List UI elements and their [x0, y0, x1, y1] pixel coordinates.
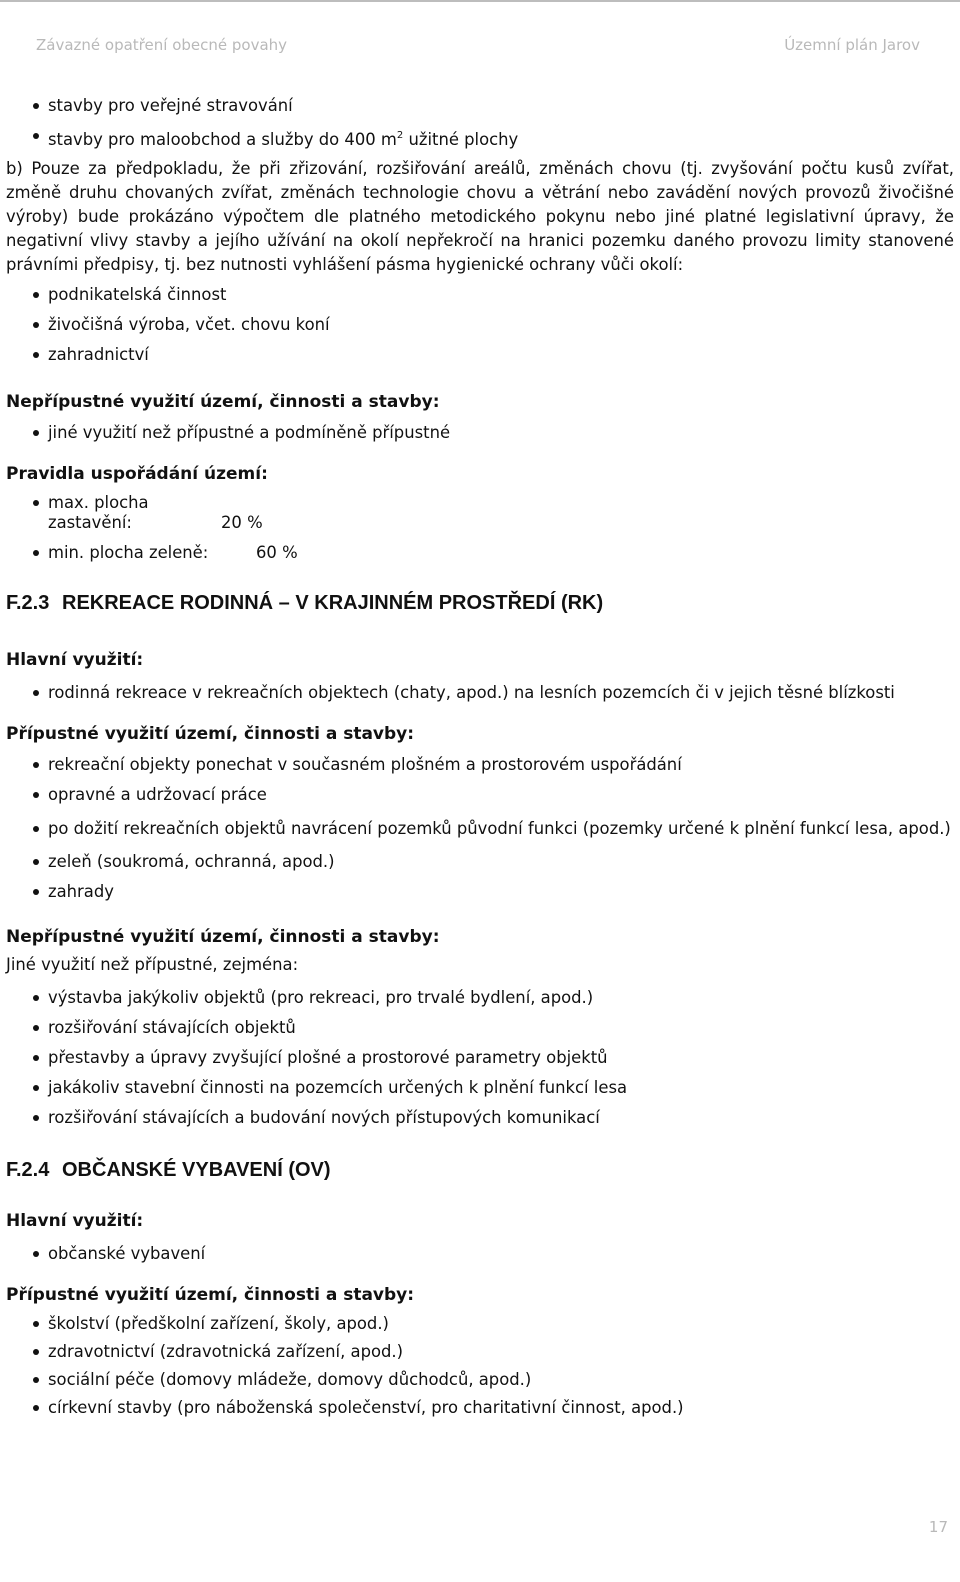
heading-pripustne: Přípustné využití území, činnosti a stavby:: [6, 1285, 415, 1305]
list-item: stavby pro maloobchod a služby do 400 $m^2$ užitné plochy: [6, 126, 954, 150]
list-item: občanské vybavení: [6, 1244, 954, 1264]
list-item-max-zastaveni: max. plocha zastavění: 20 %: [6, 493, 954, 533]
superscript: 2: [396, 130, 404, 141]
heading-hlavni: Hlavní využití:: [6, 650, 144, 670]
section-heading-ov: [6, 1158, 954, 1182]
list-item: jakákoliv stavební činnosti na pozemcích určených k plnění funkcí lesa: [6, 1078, 954, 1098]
section-title: OBČANSKÉ VYBAVENÍ (OV): [62, 1159, 331, 1181]
list-item: rekreační objekty ponechat v současném plošném a prostorovém uspořádání: [6, 755, 954, 775]
list-item: opravné a udržovací práce: [6, 785, 954, 805]
heading-nepripustne: Nepřípustné využití území, činnosti a stavby:: [6, 927, 440, 947]
page-header: [36, 36, 924, 58]
header-rule: [0, 0, 960, 2]
list-item: podnikatelská činnost: [6, 285, 954, 305]
heading-pripustne: Přípustné využití území, činnosti a stavby:: [6, 724, 415, 744]
list-item: rozšiřování stávajících a budování nových přístupových komunikací: [6, 1108, 954, 1128]
nepripustne-intro: Jiné využití než přípustné, zejména:: [6, 955, 299, 974]
list-item: zahrady: [6, 882, 954, 902]
list-item: živočišná výroba, včet. chovu koní: [6, 315, 954, 335]
list-item: přestavby a úpravy zvyšující plošné a prostorové parametry objektů: [6, 1048, 954, 1068]
condition-paragraph: b) Pouze za předpokladu, že při zřizování, rozšiřování areálů, změnách chovu (tj. zvyšování počtu kusů zvířat, změně druhu chovaných zvířat, změnách technologie chovu a větrání nebo zavádění nových provozů živočišné výroby) bude prokázáno výpočtem dle platného metodického pokynu nebo jiné platné legislativní úpravy, že negativní vlivy stavby a jejího užívání na okolí nepřekročí na hranici pozemku daného provozu limity stanovené právními předpisy, tj. bez nutnosti vyhlášení pásma hygienické ochrany vůči okolí:: [6, 159, 954, 274]
heading-nepripustne: Nepřípustné využití území, činnosti a stavby:: [6, 392, 440, 412]
list-item: rozšiřování stávajících objektů: [6, 1018, 954, 1038]
list-item: jiné využití než přípustné a podmíněně přípustné: [6, 423, 954, 443]
list-item: školství (předškolní zařízení, školy, apod.): [6, 1314, 954, 1334]
page-number: 17: [928, 1518, 948, 1536]
list-item: zahradnictví: [6, 345, 954, 365]
section-title: REKREACE RODINNÁ – V KRAJINNÉM PROSTŘEDÍ (RK): [62, 592, 604, 614]
list-item-min-zelen: min. plocha zeleně: 60 %: [6, 543, 954, 563]
list-item: stavby pro veřejné stravování: [6, 96, 954, 116]
list-item: výstavba jakýkoliv objektů (pro rekreaci, pro trvalé bydlení, apod.): [6, 988, 954, 1008]
heading-hlavni: Hlavní využití:: [6, 1211, 144, 1231]
list-item: zdravotnictví (zdravotnická zařízení, apod.): [6, 1342, 954, 1362]
list-item: po dožití rekreačních objektů navrácení pozemků původní funkci (pozemky určené k plnění funkcí lesa, apod.): [6, 815, 954, 842]
section-number: F.2.3: [6, 592, 50, 614]
section-number: F.2.4: [6, 1159, 50, 1181]
list-item: zeleň (soukromá, ochranná, apod.): [6, 852, 954, 872]
list-item: rodinná rekreace v rekreačních objektech (chaty, apod.) na lesních pozemcích či v jejich těsné blízkosti: [6, 683, 954, 703]
header-document-type: Závazné opatření obecné povahy: [36, 36, 288, 54]
header-plan-name: Územní plán Jarov: [784, 36, 920, 54]
list-item: sociální péče (domovy mládeže, domovy důchodců, apod.): [6, 1370, 954, 1390]
section-heading-rk: [6, 591, 954, 615]
list-item: církevní stavby (pro náboženská společenství, pro charitativní činnost, apod.): [6, 1398, 954, 1418]
document-body: [6, 96, 954, 1426]
heading-pravidla: Pravidla uspořádání území:: [6, 464, 268, 484]
